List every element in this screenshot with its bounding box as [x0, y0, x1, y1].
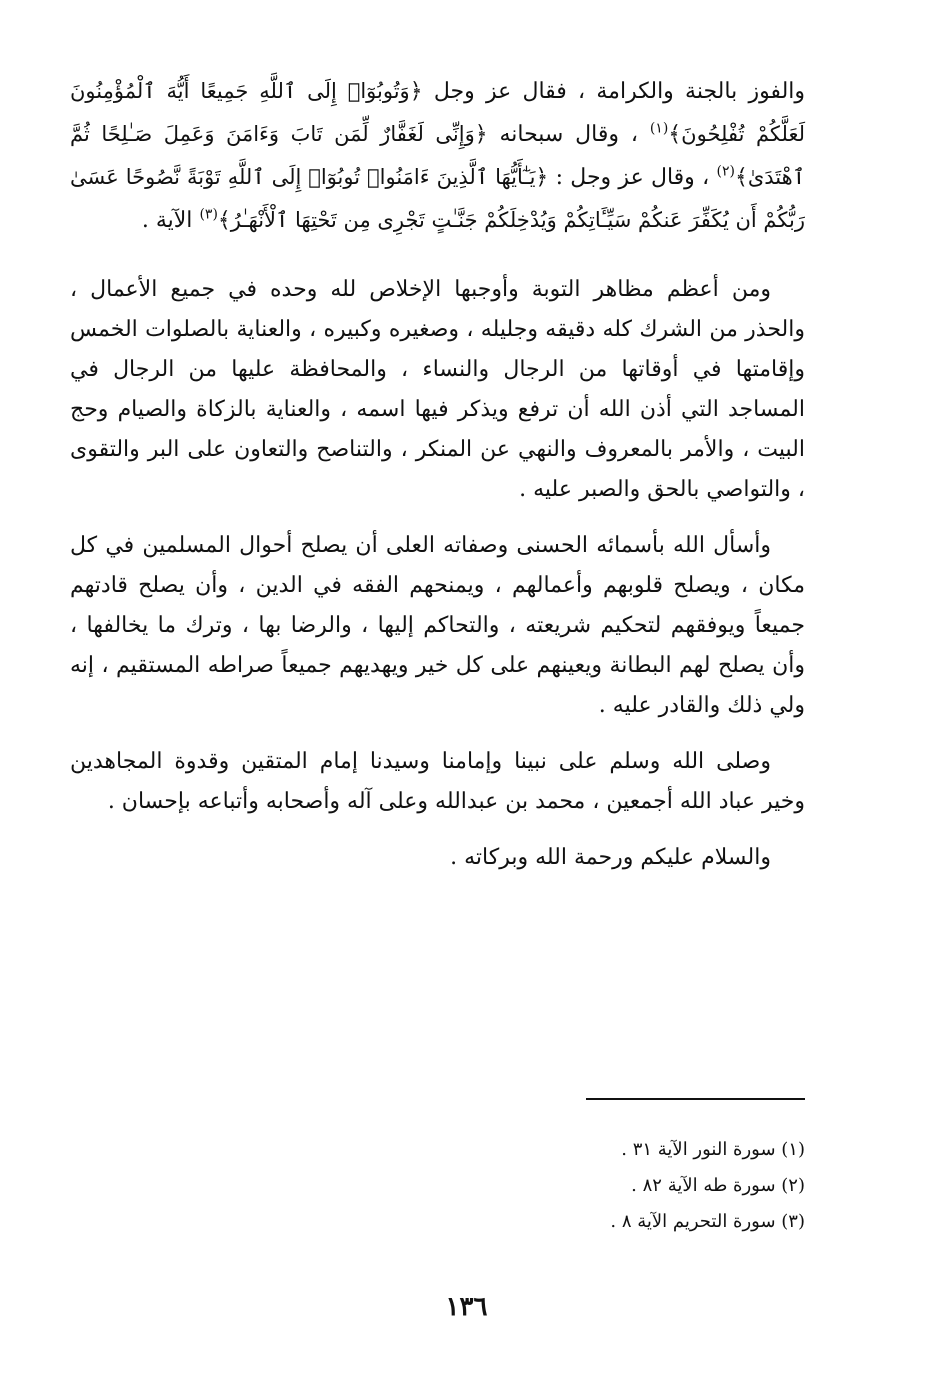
- verse-close-bracket: ﴾: [217, 208, 231, 233]
- verse-close-bracket: ﴾: [734, 165, 748, 190]
- footnote-divider: [586, 1098, 805, 1100]
- footnote-marker-2: (٢): [716, 163, 735, 180]
- footnote-marker-3: (٣): [199, 206, 218, 223]
- footnote-3: (٣) سورة التحريم الآية ٨ .: [610, 1211, 805, 1232]
- quran-connector-1: ، وقال سبحانه: [499, 122, 638, 147]
- body-text: [70, 270, 805, 894]
- footnote-marker-1: (١): [649, 120, 669, 137]
- body-paragraph-3: وصلى الله وسلم على نبينا وإمامنا وسيدنا إمام المتقين وقدوة المجاهدين وخير عباد الله أجمعين ، محمد بن عبدالله وعلى آله وأصحابه وأتباعه بإحسان .: [70, 749, 805, 814]
- body-paragraph-4: والسلام عليكم ورحمة الله وبركاته .: [450, 845, 771, 870]
- quran-verse-3: يَـٰٓأَيُّهَا ٱلَّذِينَ ءَامَنُوا۟ تُوبُوٓا۟ إِلَى ٱللَّهِ تَوْبَةً نَّصُوحًا عَسَىٰ رَبُّكُمْ أَن يُكَفِّرَ عَنكُمْ سَيِّـَٔاتِكُمْ وَيُدْخِلَكُمْ جَنَّـٰتٍ تَجْرِى مِن تَحْتِهَا ٱلْأَنْهَـٰرُ: [70, 165, 805, 232]
- quran-connector-2: ، وقال عز وجل :: [555, 165, 710, 190]
- quran-passage: [70, 70, 805, 258]
- footnotes: [610, 1132, 805, 1240]
- verse-close-bracket: ﴾: [668, 122, 682, 147]
- body-paragraph-1: ومن أعظم مظاهر التوبة وأوجبها الإخلاص لله وحده في جميع الأعمال ، والحذر من الشرك كله دقيقه وجليله ، وصغيره وكبيره ، والعناية بالصلوات الخمس وإقامتها في أوقاتها من الرجال والنساء ، والمحافظة عليها من الرجال في المساجد التي أذن الله أن ترفع ويذكر فيها اسمه ، والعناية بالزكاة والصيام وحج البيت ، والأمر بالمعروف والنهي عن المنكر ، والتناصح والتعاون على البر والتقوى ، والتواصي بالحق والصبر عليه .: [70, 277, 805, 502]
- footnote-1: (١) سورة النور الآية ٣١ .: [621, 1139, 805, 1160]
- quran-verse-1: وَتُوبُوٓا۟ إِلَى ٱللَّهِ جَمِيعًا أَيُّهَ ٱلْمُؤْمِنُونَ لَعَلَّكُمْ تُفْلِحُونَ: [70, 79, 805, 146]
- quran-closing: الآية .: [141, 208, 193, 233]
- verse-open-bracket: ﴿: [535, 165, 549, 190]
- quran-verse-2: وَإِنِّى لَغَفَّارٌ لِّمَن تَابَ وَءَامَنَ وَعَمِلَ صَـٰلِحًا ثُمَّ ٱهْتَدَىٰ: [70, 122, 806, 189]
- footnote-2: (٢) سورة طه الآية ٨٢ .: [631, 1175, 805, 1196]
- verse-open-bracket: ﴿: [474, 122, 488, 147]
- quran-paragraph: [70, 70, 805, 242]
- page-number: ١٣٦: [445, 1292, 488, 1322]
- body-paragraph-2: وأسأل الله بأسمائه الحسنى وصفاته العلى أن يصلح أحوال المسلمين في كل مكان ، ويصلح قلوبهم وأعمالهم ، ويمنحهم الفقه في الدين ، وأن يصلح قادتهم جميعاً ويوفقهم لتحكيم شريعته ، والتحاكم إليها ، والرضا بها ، وترك ما يخالفها ، وأن يصلح لهم البطانة ويعينهم على كل خير ويهديهم جميعاً صراطه المستقيم ، إنه ولي ذلك والقادر عليه .: [70, 533, 805, 718]
- quran-lead-in: والفوز بالجنة والكرامة ، فقال عز وجل: [433, 79, 806, 104]
- verse-open-bracket: ﴿: [409, 79, 423, 104]
